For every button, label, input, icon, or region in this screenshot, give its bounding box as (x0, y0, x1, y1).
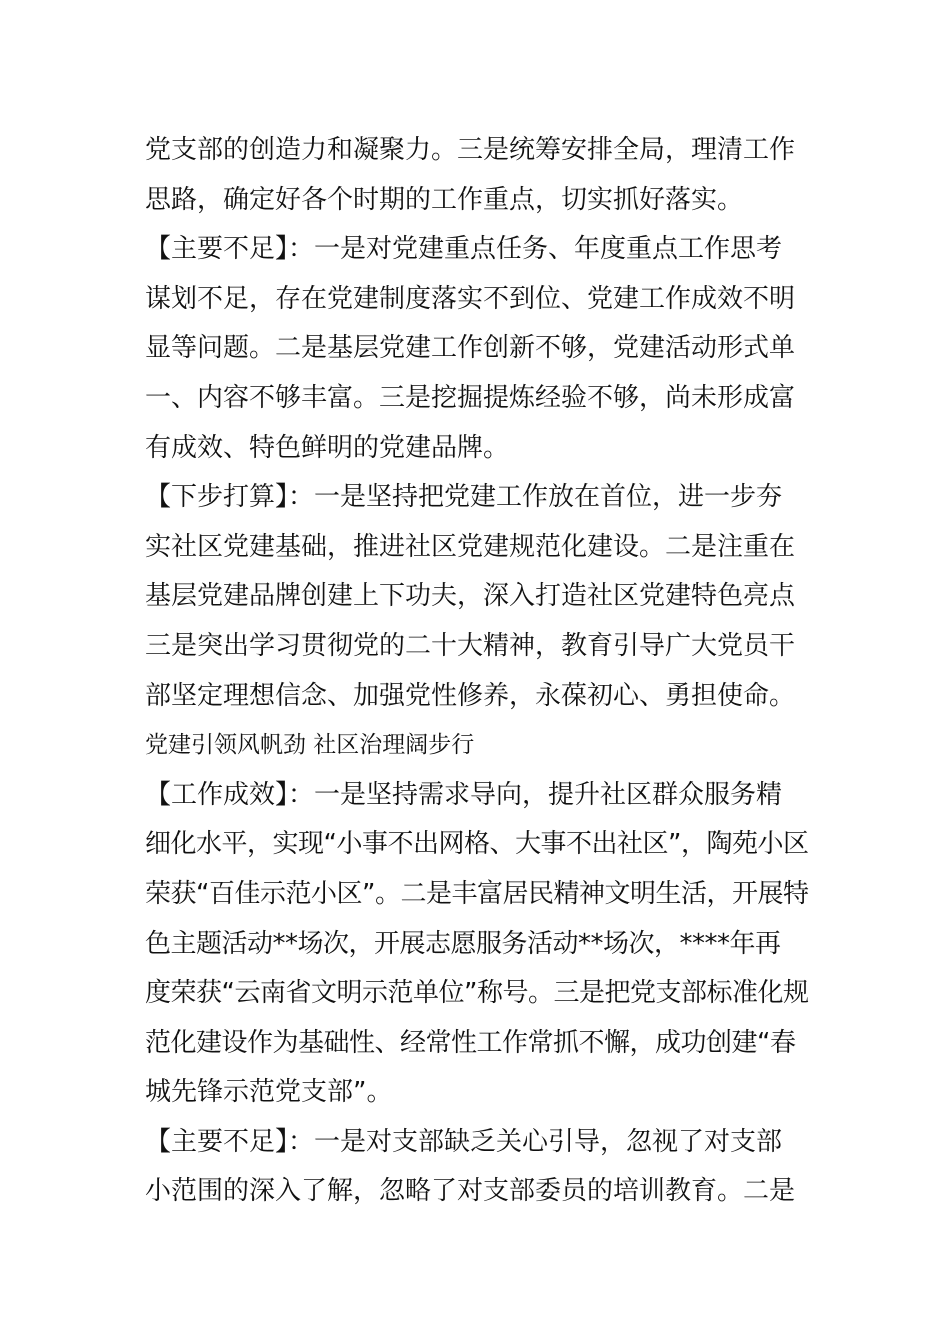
text-line: 有成效、特色鲜明的党建品牌。 (145, 432, 510, 463)
text-line: 城先锋示范党支部”。 (145, 1077, 393, 1108)
text-line: 思路，确定好各个时期的工作重点，切实抓好落实。 (145, 184, 744, 215)
text-line: 度荣获“云南省文明示范单位”称号。三是把党支部标准化规 (145, 978, 809, 1009)
text-line: 谋划不足，存在党建制度落实不到位、党建工作成效不明 (145, 283, 796, 314)
text-line: 【主要不足】：一是对支部缺乏关心引导，忽视了对支部 (145, 1126, 783, 1157)
text-line: 【下步打算】：一是坚持把党建工作放在首位，进一步夯 (145, 482, 783, 513)
text-line: 色主题活动**场次，开展志愿服务活动**场次，****年再 (145, 928, 781, 959)
text-line: 小范围的深入了解，忽略了对支部委员的培训教育。二是 (145, 1176, 796, 1207)
document-body (145, 126, 810, 1217)
text-line: 三是突出学习贯彻党的二十大精神，教育引导广大党员干 (145, 630, 796, 661)
text-line: 【主要不足】：一是对党建重点任务、年度重点工作思考 (145, 234, 783, 265)
section-heading: 党建引领风帆劲 社区治理阔步行 (145, 732, 475, 759)
text-line: 荣获“百佳示范小区”。二是丰富居民精神文明生活，开展特 (145, 878, 809, 909)
text-line: 显等问题。二是基层党建工作创新不够，党建活动形式单 (145, 333, 796, 364)
text-line: 一、内容不够丰富。三是挖掘提炼经验不够，尚未形成富 (145, 382, 796, 413)
text-line: 实社区党建基础，推进社区党建规范化建设。二是注重在 (145, 531, 796, 562)
text-line: 细化水平，实现“小事不出网格、大事不出社区”，陶苑小区 (145, 829, 809, 860)
text-line: 党支部的创造力和凝聚力。三是统筹安排全局，理清工作 (145, 135, 796, 165)
text-line: 部坚定理想信念、加强党性修养，永葆初心、勇担使命。 (145, 680, 796, 711)
text-line: 基层党建品牌创建上下功夫，深入打造社区党建特色亮点 (145, 581, 796, 612)
text-line: 【工作成效】：一是坚持需求导向，提升社区群众服务精 (145, 779, 783, 810)
text-line: 范化建设作为基础性、经常性工作常抓不懈，成功创建“春 (145, 1027, 796, 1058)
